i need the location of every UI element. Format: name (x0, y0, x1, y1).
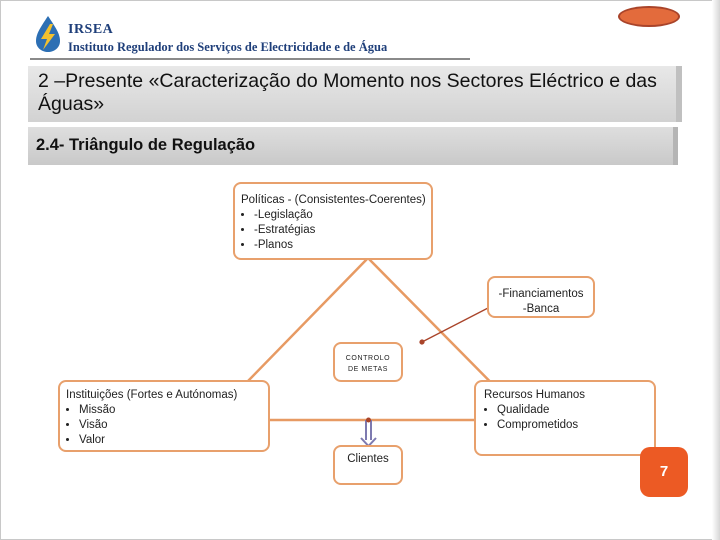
org-name: IRSEA (68, 22, 114, 37)
clientes-label: Clientes (347, 453, 389, 465)
instituicoes-item: • Missão (79, 403, 268, 418)
financiamentos-line: -Financiamentos (498, 288, 584, 300)
recursos-heading: Recursos Humanos (484, 389, 585, 401)
slide-subtitle: 2.4- Triângulo de Regulação (36, 136, 256, 154)
politicas-item: • -Planos (254, 238, 431, 253)
instituicoes-heading: Instituições (Fortes e Autónomas) (66, 389, 238, 401)
financiamentos-line: -Banca (522, 303, 560, 315)
instituicoes-box (58, 380, 270, 452)
controlo-line: DE METAS (347, 366, 389, 373)
financiamentos-box (487, 276, 595, 318)
politicas-heading: Políticas - (Consistentes-Coerentes) (241, 194, 426, 206)
instituicoes-item: • Visão (79, 418, 268, 433)
controlo-line: CONTROLO (345, 355, 391, 362)
clientes-box (333, 445, 403, 485)
recursos-item: • Qualidade (497, 403, 654, 418)
politicas-item: • -Legislação (254, 208, 431, 223)
page-number-badge: 7 (640, 447, 688, 497)
slide-title: 2 –Presente «Caracterização do Momento nos Sectores Eléctrico e das Águas» (38, 70, 657, 115)
org-full-name: Instituto Regulador dos Serviços de Electricidade e de Água (68, 40, 388, 54)
controlo-box (333, 342, 403, 382)
recursos-item: • Comprometidos (497, 418, 654, 433)
instituicoes-item: • Valor (79, 433, 268, 448)
triangle-node-dot (366, 418, 371, 423)
financiamentos-connector (422, 308, 488, 342)
politicas-box (233, 182, 433, 260)
recursos-humanos-box (474, 380, 656, 456)
down-arrow-icon (361, 420, 376, 446)
politicas-item: • -Estratégias (254, 223, 431, 238)
